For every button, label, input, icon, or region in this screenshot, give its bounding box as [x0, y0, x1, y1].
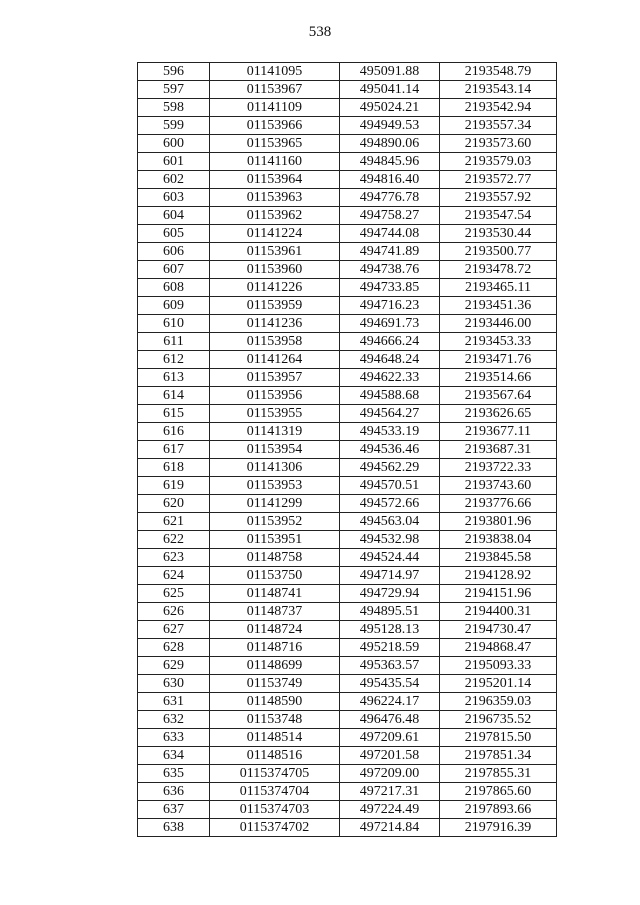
- point-number-cell: 612: [138, 351, 210, 369]
- x-coordinate-cell: 494563.04: [340, 513, 440, 531]
- coordinates-table: [137, 62, 557, 837]
- point-id-cell: 01153960: [210, 261, 340, 279]
- point-id-cell: 01141264: [210, 351, 340, 369]
- point-number-cell: 615: [138, 405, 210, 423]
- table-row: [138, 711, 557, 729]
- point-id-cell: 01153954: [210, 441, 340, 459]
- y-coordinate-cell: 2193801.96: [440, 513, 557, 531]
- point-number-cell: 611: [138, 333, 210, 351]
- x-coordinate-cell: 494714.97: [340, 567, 440, 585]
- table-row: [138, 531, 557, 549]
- y-coordinate-cell: 2193579.03: [440, 153, 557, 171]
- table-row: [138, 603, 557, 621]
- point-id-cell: 01153957: [210, 369, 340, 387]
- point-id-cell: 01153962: [210, 207, 340, 225]
- x-coordinate-cell: 497201.58: [340, 747, 440, 765]
- point-number-cell: 603: [138, 189, 210, 207]
- table-row: [138, 351, 557, 369]
- table-row: [138, 675, 557, 693]
- point-id-cell: 01148516: [210, 747, 340, 765]
- point-id-cell: 01153748: [210, 711, 340, 729]
- point-id-cell: 01153965: [210, 135, 340, 153]
- point-id-cell: 01148699: [210, 657, 340, 675]
- table-row: [138, 279, 557, 297]
- point-number-cell: 614: [138, 387, 210, 405]
- point-number-cell: 622: [138, 531, 210, 549]
- x-coordinate-cell: 497209.61: [340, 729, 440, 747]
- point-number-cell: 638: [138, 819, 210, 837]
- y-coordinate-cell: 2194400.31: [440, 603, 557, 621]
- point-id-cell: 01148741: [210, 585, 340, 603]
- table-row: [138, 765, 557, 783]
- table-row: [138, 369, 557, 387]
- x-coordinate-cell: 494691.73: [340, 315, 440, 333]
- point-number-cell: 596: [138, 63, 210, 81]
- point-id-cell: 0115374704: [210, 783, 340, 801]
- table-row: [138, 657, 557, 675]
- table-row: [138, 81, 557, 99]
- y-coordinate-cell: 2197851.34: [440, 747, 557, 765]
- table-row: [138, 621, 557, 639]
- x-coordinate-cell: 494532.98: [340, 531, 440, 549]
- x-coordinate-cell: 494524.44: [340, 549, 440, 567]
- point-number-cell: 632: [138, 711, 210, 729]
- x-coordinate-cell: 495363.57: [340, 657, 440, 675]
- point-id-cell: 01141226: [210, 279, 340, 297]
- y-coordinate-cell: 2193722.33: [440, 459, 557, 477]
- y-coordinate-cell: 2197916.39: [440, 819, 557, 837]
- point-number-cell: 634: [138, 747, 210, 765]
- x-coordinate-cell: 495218.59: [340, 639, 440, 657]
- x-coordinate-cell: 494572.66: [340, 495, 440, 513]
- table-row: [138, 171, 557, 189]
- y-coordinate-cell: 2193573.60: [440, 135, 557, 153]
- point-id-cell: 01141306: [210, 459, 340, 477]
- table-row: [138, 243, 557, 261]
- table-row: [138, 189, 557, 207]
- point-number-cell: 598: [138, 99, 210, 117]
- point-id-cell: 01148758: [210, 549, 340, 567]
- point-id-cell: 01153966: [210, 117, 340, 135]
- x-coordinate-cell: 495024.21: [340, 99, 440, 117]
- table-row: [138, 459, 557, 477]
- y-coordinate-cell: 2196359.03: [440, 693, 557, 711]
- x-coordinate-cell: 494622.33: [340, 369, 440, 387]
- point-id-cell: 0115374703: [210, 801, 340, 819]
- x-coordinate-cell: 494666.24: [340, 333, 440, 351]
- y-coordinate-cell: 2196735.52: [440, 711, 557, 729]
- x-coordinate-cell: 494588.68: [340, 387, 440, 405]
- x-coordinate-cell: 494738.76: [340, 261, 440, 279]
- y-coordinate-cell: 2195201.14: [440, 675, 557, 693]
- x-coordinate-cell: 494816.40: [340, 171, 440, 189]
- table-row: [138, 153, 557, 171]
- point-id-cell: 01141160: [210, 153, 340, 171]
- point-number-cell: 636: [138, 783, 210, 801]
- point-id-cell: 01153749: [210, 675, 340, 693]
- x-coordinate-cell: 494536.46: [340, 441, 440, 459]
- point-number-cell: 610: [138, 315, 210, 333]
- page-number: 538: [308, 24, 332, 40]
- y-coordinate-cell: 2197855.31: [440, 765, 557, 783]
- y-coordinate-cell: 2193548.79: [440, 63, 557, 81]
- x-coordinate-cell: 496476.48: [340, 711, 440, 729]
- point-number-cell: 635: [138, 765, 210, 783]
- point-id-cell: 0115374702: [210, 819, 340, 837]
- y-coordinate-cell: 2193776.66: [440, 495, 557, 513]
- point-id-cell: 01148737: [210, 603, 340, 621]
- table-row: [138, 639, 557, 657]
- table-row: [138, 729, 557, 747]
- point-number-cell: 616: [138, 423, 210, 441]
- x-coordinate-cell: 494729.94: [340, 585, 440, 603]
- y-coordinate-cell: 2197865.60: [440, 783, 557, 801]
- point-id-cell: 0115374705: [210, 765, 340, 783]
- y-coordinate-cell: 2193543.14: [440, 81, 557, 99]
- point-id-cell: 01153952: [210, 513, 340, 531]
- point-id-cell: 01153967: [210, 81, 340, 99]
- point-number-cell: 608: [138, 279, 210, 297]
- y-coordinate-cell: 2193451.36: [440, 297, 557, 315]
- y-coordinate-cell: 2193557.34: [440, 117, 557, 135]
- x-coordinate-cell: 495435.54: [340, 675, 440, 693]
- x-coordinate-cell: 494533.19: [340, 423, 440, 441]
- x-coordinate-cell: 494562.29: [340, 459, 440, 477]
- x-coordinate-cell: 494890.06: [340, 135, 440, 153]
- x-coordinate-cell: 494895.51: [340, 603, 440, 621]
- point-number-cell: 627: [138, 621, 210, 639]
- point-number-cell: 599: [138, 117, 210, 135]
- point-number-cell: 623: [138, 549, 210, 567]
- table-body: [138, 63, 557, 837]
- table-row: [138, 495, 557, 513]
- point-number-cell: 617: [138, 441, 210, 459]
- point-number-cell: 621: [138, 513, 210, 531]
- point-number-cell: 633: [138, 729, 210, 747]
- table-row: [138, 333, 557, 351]
- point-number-cell: 613: [138, 369, 210, 387]
- x-coordinate-cell: 494648.24: [340, 351, 440, 369]
- x-coordinate-cell: 494758.27: [340, 207, 440, 225]
- y-coordinate-cell: 2194868.47: [440, 639, 557, 657]
- point-number-cell: 629: [138, 657, 210, 675]
- table-row: [138, 315, 557, 333]
- point-number-cell: 625: [138, 585, 210, 603]
- y-coordinate-cell: 2193530.44: [440, 225, 557, 243]
- point-number-cell: 604: [138, 207, 210, 225]
- x-coordinate-cell: 494716.23: [340, 297, 440, 315]
- table-row: [138, 99, 557, 117]
- x-coordinate-cell: 497214.84: [340, 819, 440, 837]
- point-number-cell: 618: [138, 459, 210, 477]
- y-coordinate-cell: 2193542.94: [440, 99, 557, 117]
- y-coordinate-cell: 2193677.11: [440, 423, 557, 441]
- x-coordinate-cell: 495041.14: [340, 81, 440, 99]
- point-number-cell: 601: [138, 153, 210, 171]
- point-id-cell: 01153961: [210, 243, 340, 261]
- point-number-cell: 628: [138, 639, 210, 657]
- table-row: [138, 549, 557, 567]
- x-coordinate-cell: 494741.89: [340, 243, 440, 261]
- y-coordinate-cell: 2193557.92: [440, 189, 557, 207]
- y-coordinate-cell: 2193626.65: [440, 405, 557, 423]
- x-coordinate-cell: 494776.78: [340, 189, 440, 207]
- x-coordinate-cell: 495128.13: [340, 621, 440, 639]
- table-row: [138, 567, 557, 585]
- point-id-cell: 01153750: [210, 567, 340, 585]
- point-number-cell: 597: [138, 81, 210, 99]
- table-row: [138, 117, 557, 135]
- point-id-cell: 01141224: [210, 225, 340, 243]
- point-id-cell: 01148724: [210, 621, 340, 639]
- point-number-cell: 620: [138, 495, 210, 513]
- table-row: [138, 261, 557, 279]
- y-coordinate-cell: 2193471.76: [440, 351, 557, 369]
- x-coordinate-cell: 497224.49: [340, 801, 440, 819]
- y-coordinate-cell: 2193547.54: [440, 207, 557, 225]
- point-number-cell: 606: [138, 243, 210, 261]
- y-coordinate-cell: 2193478.72: [440, 261, 557, 279]
- y-coordinate-cell: 2193567.64: [440, 387, 557, 405]
- point-number-cell: 607: [138, 261, 210, 279]
- point-number-cell: 605: [138, 225, 210, 243]
- y-coordinate-cell: 2193514.66: [440, 369, 557, 387]
- table-row: [138, 441, 557, 459]
- table-row: [138, 135, 557, 153]
- point-number-cell: 626: [138, 603, 210, 621]
- point-number-cell: 609: [138, 297, 210, 315]
- x-coordinate-cell: 494949.53: [340, 117, 440, 135]
- table-row: [138, 819, 557, 837]
- point-number-cell: 631: [138, 693, 210, 711]
- point-id-cell: 01148514: [210, 729, 340, 747]
- point-number-cell: 637: [138, 801, 210, 819]
- x-coordinate-cell: 494570.51: [340, 477, 440, 495]
- point-id-cell: 01148716: [210, 639, 340, 657]
- x-coordinate-cell: 494733.85: [340, 279, 440, 297]
- x-coordinate-cell: 495091.88: [340, 63, 440, 81]
- point-id-cell: 01153955: [210, 405, 340, 423]
- x-coordinate-cell: 494845.96: [340, 153, 440, 171]
- x-coordinate-cell: 497217.31: [340, 783, 440, 801]
- table-row: [138, 297, 557, 315]
- table-row: [138, 801, 557, 819]
- point-id-cell: 01141095: [210, 63, 340, 81]
- point-id-cell: 01141319: [210, 423, 340, 441]
- x-coordinate-cell: 496224.17: [340, 693, 440, 711]
- table-row: [138, 63, 557, 81]
- x-coordinate-cell: 494564.27: [340, 405, 440, 423]
- table-row: [138, 513, 557, 531]
- point-id-cell: 01153953: [210, 477, 340, 495]
- y-coordinate-cell: 2193687.31: [440, 441, 557, 459]
- y-coordinate-cell: 2193743.60: [440, 477, 557, 495]
- y-coordinate-cell: 2193500.77: [440, 243, 557, 261]
- point-id-cell: 01148590: [210, 693, 340, 711]
- table-row: [138, 387, 557, 405]
- y-coordinate-cell: 2194730.47: [440, 621, 557, 639]
- table-row: [138, 225, 557, 243]
- point-id-cell: 01153959: [210, 297, 340, 315]
- y-coordinate-cell: 2193446.00: [440, 315, 557, 333]
- point-id-cell: 01153958: [210, 333, 340, 351]
- point-id-cell: 01153951: [210, 531, 340, 549]
- table-row: [138, 423, 557, 441]
- y-coordinate-cell: 2194151.96: [440, 585, 557, 603]
- x-coordinate-cell: 497209.00: [340, 765, 440, 783]
- y-coordinate-cell: 2193845.58: [440, 549, 557, 567]
- point-id-cell: 01141299: [210, 495, 340, 513]
- point-number-cell: 630: [138, 675, 210, 693]
- point-number-cell: 602: [138, 171, 210, 189]
- y-coordinate-cell: 2193453.33: [440, 333, 557, 351]
- point-id-cell: 01141109: [210, 99, 340, 117]
- y-coordinate-cell: 2193838.04: [440, 531, 557, 549]
- point-number-cell: 619: [138, 477, 210, 495]
- y-coordinate-cell: 2197815.50: [440, 729, 557, 747]
- y-coordinate-cell: 2193572.77: [440, 171, 557, 189]
- point-id-cell: 01141236: [210, 315, 340, 333]
- point-id-cell: 01153956: [210, 387, 340, 405]
- y-coordinate-cell: 2197893.66: [440, 801, 557, 819]
- table-row: [138, 585, 557, 603]
- point-id-cell: 01153964: [210, 171, 340, 189]
- point-number-cell: 600: [138, 135, 210, 153]
- table-row: [138, 207, 557, 225]
- table-row: [138, 477, 557, 495]
- table-row: [138, 747, 557, 765]
- table-row: [138, 693, 557, 711]
- point-number-cell: 624: [138, 567, 210, 585]
- y-coordinate-cell: 2193465.11: [440, 279, 557, 297]
- y-coordinate-cell: 2195093.33: [440, 657, 557, 675]
- y-coordinate-cell: 2194128.92: [440, 567, 557, 585]
- table-row: [138, 783, 557, 801]
- x-coordinate-cell: 494744.08: [340, 225, 440, 243]
- table-row: [138, 405, 557, 423]
- point-id-cell: 01153963: [210, 189, 340, 207]
